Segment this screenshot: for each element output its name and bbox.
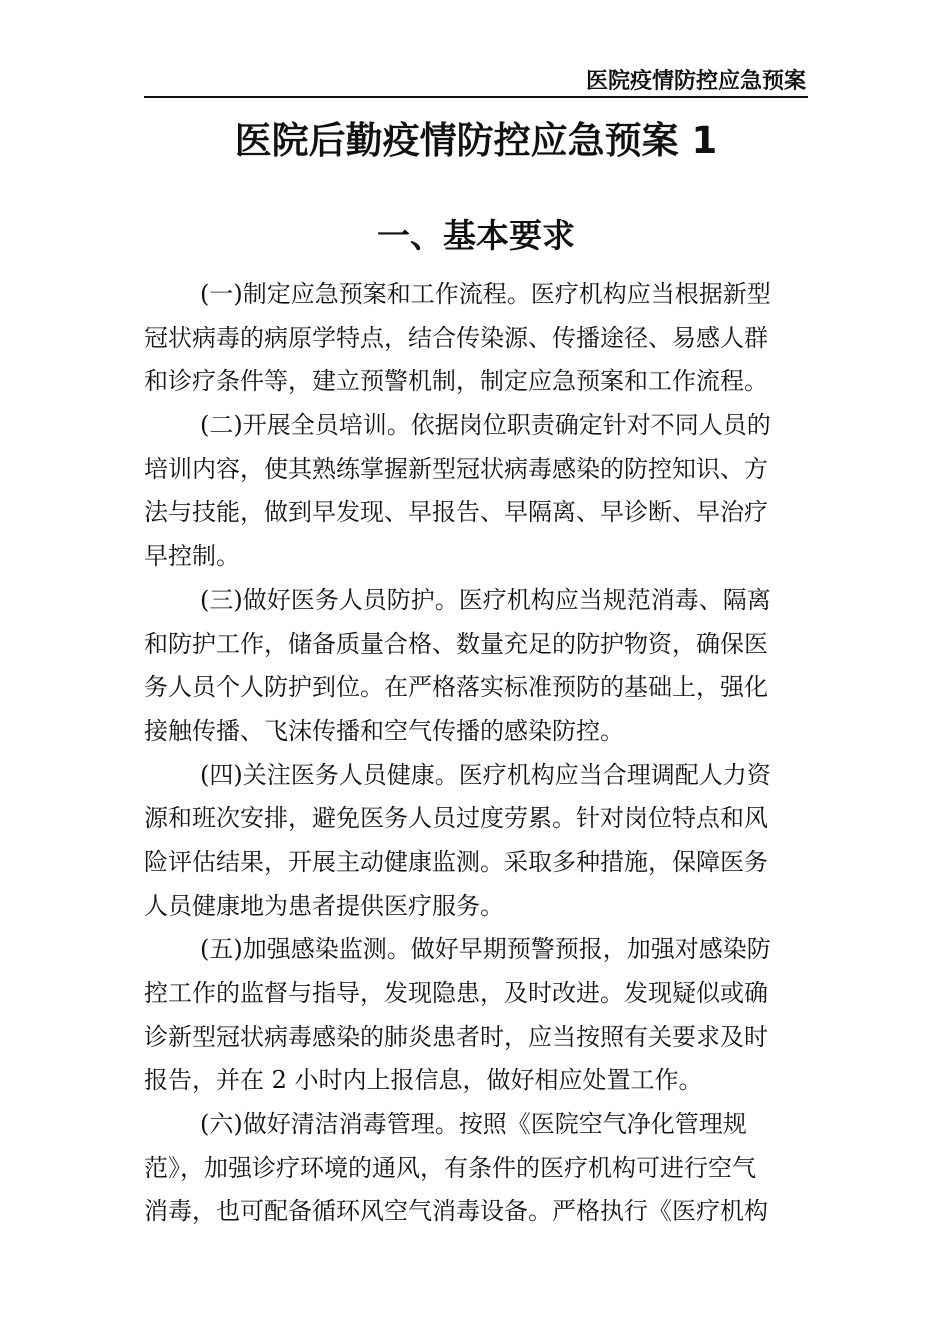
paragraph-line: 和防护工作，储备质量合格、数量充足的防护物资，确保医 (144, 629, 768, 658)
paragraph-line: 报告，并在 2 小时内上报信息，做好相应处置工作。 (144, 1066, 703, 1095)
running-header-title: 医院疫情防控应急预案 (585, 69, 806, 94)
paragraph-line: 消毒，也可配备循环风空气消毒设备。严格执行《医疗机构 (144, 1197, 768, 1226)
paragraph-line: 务人员个人防护到位。在严格落实标准预防的基础上，强化 (144, 673, 768, 702)
paragraph-line: (六)做好清洁消毒管理。按照《医院空气净化管理规 (200, 1110, 747, 1139)
paragraph-1 (144, 273, 808, 404)
paragraph-line: 控工作的监督与指导，发现隐患，及时改进。发现疑似或确 (144, 979, 768, 1007)
paragraph-3 (144, 579, 808, 754)
paragraph-line: 冠状病毒的病原学特点，结合传染源、传播途径、易感人群 (144, 323, 768, 352)
paragraph-line: (四)关注医务人员健康。医疗机构应当合理调配人力资 (200, 760, 771, 789)
section-heading: 一、基本要求 (377, 216, 575, 255)
paragraph-line: 接触传播、飞沫传播和空气传播的感染防控。 (144, 716, 624, 745)
paragraph-2 (144, 404, 808, 579)
paragraph-5 (144, 928, 808, 1103)
paragraph-line: (二)开展全员培训。依据岗位职责确定针对不同人员的 (200, 411, 771, 440)
paragraph-line: 法与技能，做到早发现、早报告、早隔离、早诊断、早治疗 (144, 498, 768, 527)
paragraph-line: 早控制。 (144, 542, 240, 571)
paragraph-line: 诊新型冠状病毒感染的肺炎患者时，应当按照有关要求及时 (144, 1022, 768, 1051)
paragraph-line: 和诊疗条件等，建立预警机制，制定应急预案和工作流程。 (144, 367, 768, 396)
paragraph-line: (五)加强感染监测。做好早期预警预报，加强对感染防 (200, 935, 771, 964)
paragraph-line: 险评估结果，开展主动健康监测。采取多种措施，保障医务 (144, 847, 768, 876)
body-text (144, 273, 808, 1234)
running-header (144, 66, 808, 98)
paragraph-6 (144, 1103, 808, 1234)
paragraph-line: (一)制定应急预案和工作流程。医疗机构应当根据新型 (200, 280, 771, 308)
document-title: 医院后勤疫情防控应急预案 1 (234, 119, 718, 162)
paragraph-line: 培训内容，使其熟练掌握新型冠状病毒感染的防控知识、方 (144, 454, 768, 483)
paragraph-4 (144, 754, 808, 929)
paragraph-line: 范》，加强诊疗环境的通风，有条件的医疗机构可进行空气 (144, 1153, 756, 1182)
paragraph-line: (三)做好医务人员防护。医疗机构应当规范消毒、隔离 (200, 585, 771, 614)
paragraph-line: 源和班次安排，避免医务人员过度劳累。针对岗位特点和风 (144, 804, 768, 833)
paragraph-line: 人员健康地为患者提供医疗服务。 (144, 891, 504, 920)
